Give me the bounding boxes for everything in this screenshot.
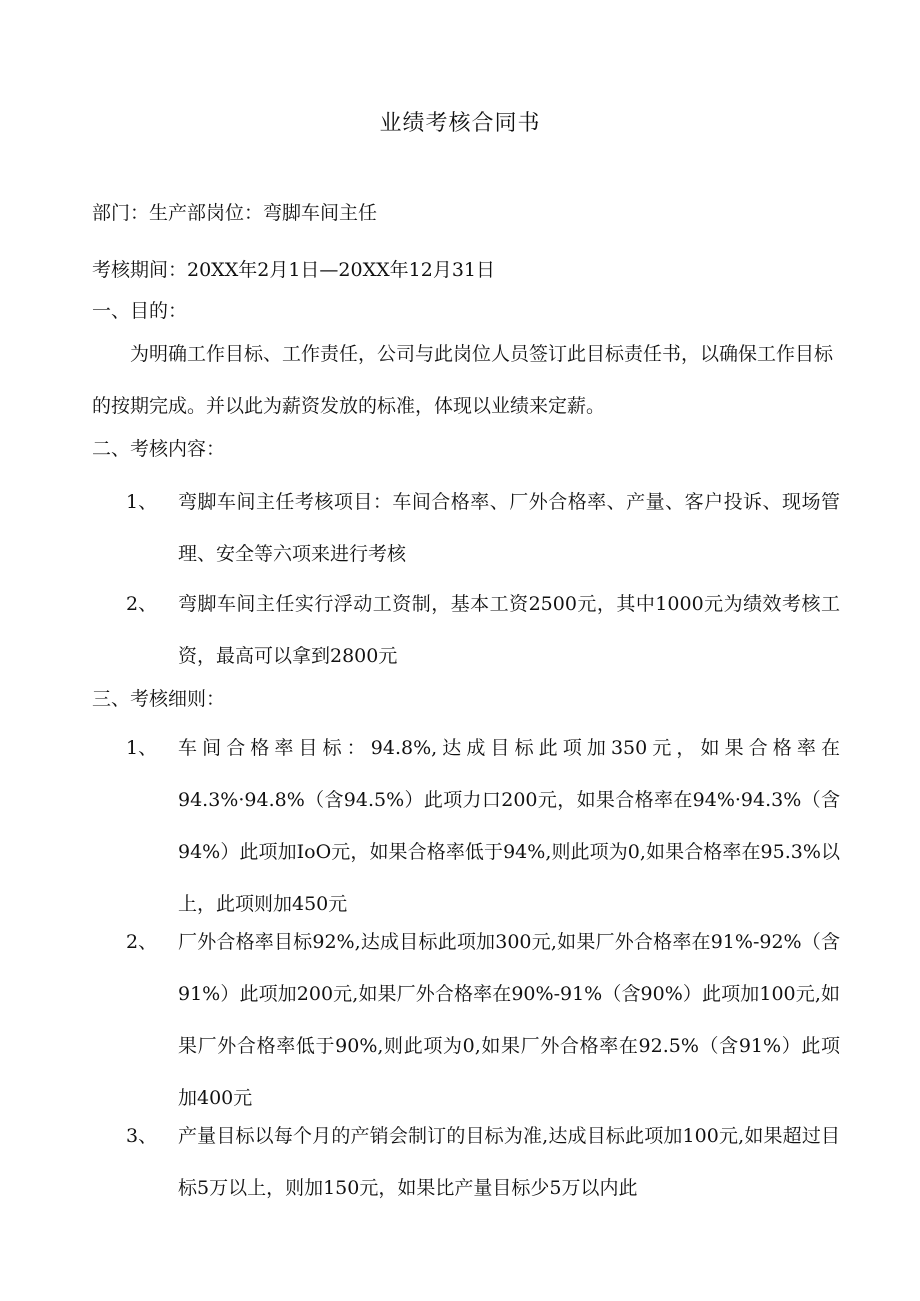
item-text: 弯脚车间主任实行浮动工资制，基本工资2500元，其中1000元为绩效考核工资，最高可以拿到2800元 <box>178 593 840 667</box>
section2-heading: 二、考核内容： <box>92 438 226 460</box>
period-line: 考核期间：20XX年2月1日—20XX年12月31日 <box>92 259 495 281</box>
item-text: 产量目标以每个月的产销会制订的目标为准,达成目标此项加100元,如果超过目标5万以上，则加150元，如果比产量目标少5万以内此 <box>178 1125 840 1199</box>
section3-item-2 <box>92 916 840 1124</box>
item-text: 厂外合格率目标92%,达成目标此项加300元,如果厂外合格率在91%-92%（含91%）此项加200元,如果厂外合格率在90%-91%（含90%）此项加100元,如果厂外合格率低于90%,则此项为0,如果厂外合格率在92.5%（含91%）此项加400元 <box>178 931 840 1109</box>
item-number: 2、 <box>126 931 158 953</box>
item-number: 1、 <box>126 737 158 759</box>
section3-heading: 三、考核细则： <box>92 688 226 710</box>
section3-item-3 <box>92 1110 840 1214</box>
section2-item-2 <box>92 578 840 682</box>
item-number: 3、 <box>126 1125 158 1147</box>
section1-body: 为明确工作目标、工作责任，公司与此岗位人员签订此目标责任书，以确保工作目标的按期完成。并以此为薪资发放的标准，体现以业绩来定薪。 <box>92 343 834 417</box>
item-number: 1、 <box>126 491 158 513</box>
section3-item-1 <box>92 722 840 930</box>
item-text: 车间合格率目标：94.8%,达成目标此项加350元，如果合格率在94.3%·94.8%（含94.5%）此项力口200元，如果合格率在94%·94.3%（含94%）此项加IoO元，如果合格率低于94%,则此项为0,如果合格率在95.3%以上，此项则加450元 <box>178 737 840 915</box>
section2-item-1 <box>92 476 840 580</box>
section1-heading: 一、目的： <box>92 300 188 322</box>
department-line: 部门：生产部岗位：弯脚车间主任 <box>92 202 378 224</box>
item-text: 弯脚车间主任考核项目：车间合格率、厂外合格率、产量、客户投诉、现场管理、安全等六项来进行考核 <box>178 491 840 565</box>
document-title: 业绩考核合同书 <box>379 111 541 136</box>
item-number: 2、 <box>126 593 158 615</box>
